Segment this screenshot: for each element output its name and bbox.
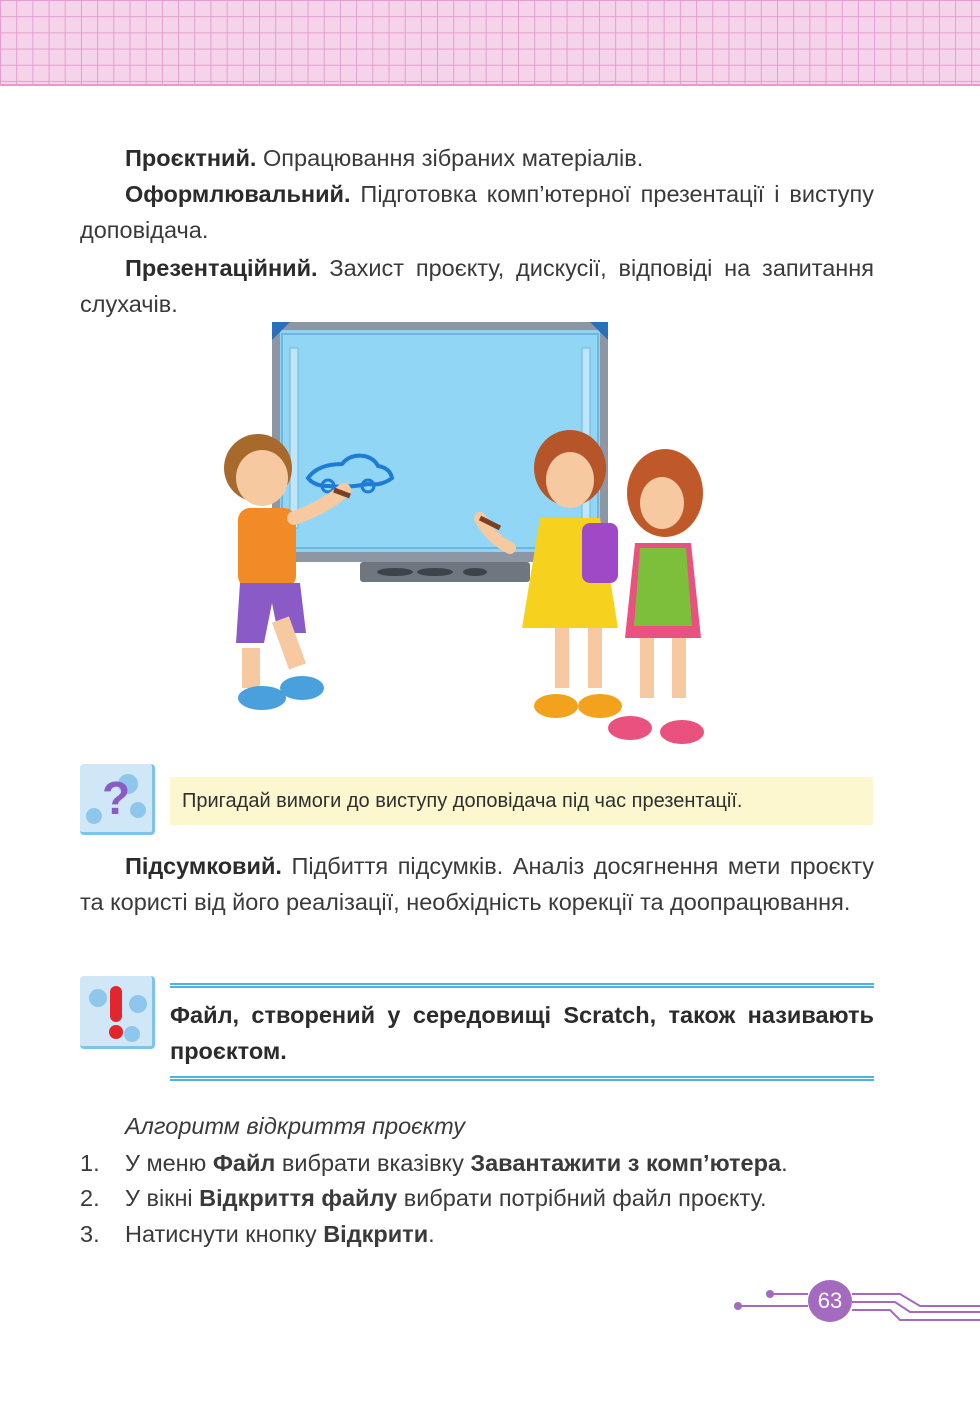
whiteboard-illustration [210,318,730,748]
exclamation-icon [80,976,155,1049]
page-circuit-decoration [730,1280,980,1324]
note-bottom-rule [170,1076,874,1081]
step-text: . [428,1221,435,1247]
stage-design-label: Оформлювальний. [125,181,351,207]
question-icon [80,764,155,835]
step-number: 2. [80,1185,100,1211]
stage-summary-text: Підбиття підсумків. Аналіз досягнення мети проєкту та користі від його реалізації, необхідність корекції та доопрацювання. [80,853,874,915]
question-note: Пригадай вимоги до виступу доповідача під час презентації. [170,777,873,825]
algorithm-step [80,1180,880,1216]
stage-design [80,176,874,248]
page-number: 63 [808,1280,852,1322]
stage-presentation-text: Захист проєкту, дискусії, відповіді на запитання слухачів. [80,255,874,317]
step-bold: Завантажити з комп’ютера [470,1150,782,1176]
important-note: Файл, створений у середовищі Scratch, також називають проєктом. [170,1002,874,1064]
stage-project-text: Опрацювання зібраних матеріалів. [256,145,644,171]
step-number: 3. [80,1221,100,1247]
step-number: 1. [80,1150,100,1176]
stage-design-text: Підготовка комп’ютерної презентації і виступу доповідача. [80,181,874,243]
step-text: Натиснути кнопку [125,1221,324,1247]
note-top-rule [170,983,874,988]
algorithm-step [80,1216,880,1252]
stage-project-label: Проєктний. [125,145,257,171]
stage-summary [80,848,874,920]
svg-text:?: ? [101,772,131,824]
top-decorative-band [0,0,980,86]
algorithm-step [80,1145,880,1181]
step-bold: Відкриття файлу [199,1185,398,1211]
step-text: . [781,1150,788,1176]
step-text: вибрати вказівку [275,1150,471,1176]
step-text: У меню [125,1150,213,1176]
step-bold: Відкрити [323,1221,429,1247]
stage-summary-label: Підсумковий. [125,853,282,879]
stage-presentation [80,250,874,322]
step-bold: Файл [212,1150,276,1176]
algorithm-title: Алгоритм відкриття проєкту [125,1113,465,1139]
stage-project [80,140,874,176]
stage-presentation-label: Презентаційний. [125,255,318,281]
step-text: У вікні [125,1185,200,1211]
step-text: вибрати потрібний файл проєкту. [397,1185,767,1211]
